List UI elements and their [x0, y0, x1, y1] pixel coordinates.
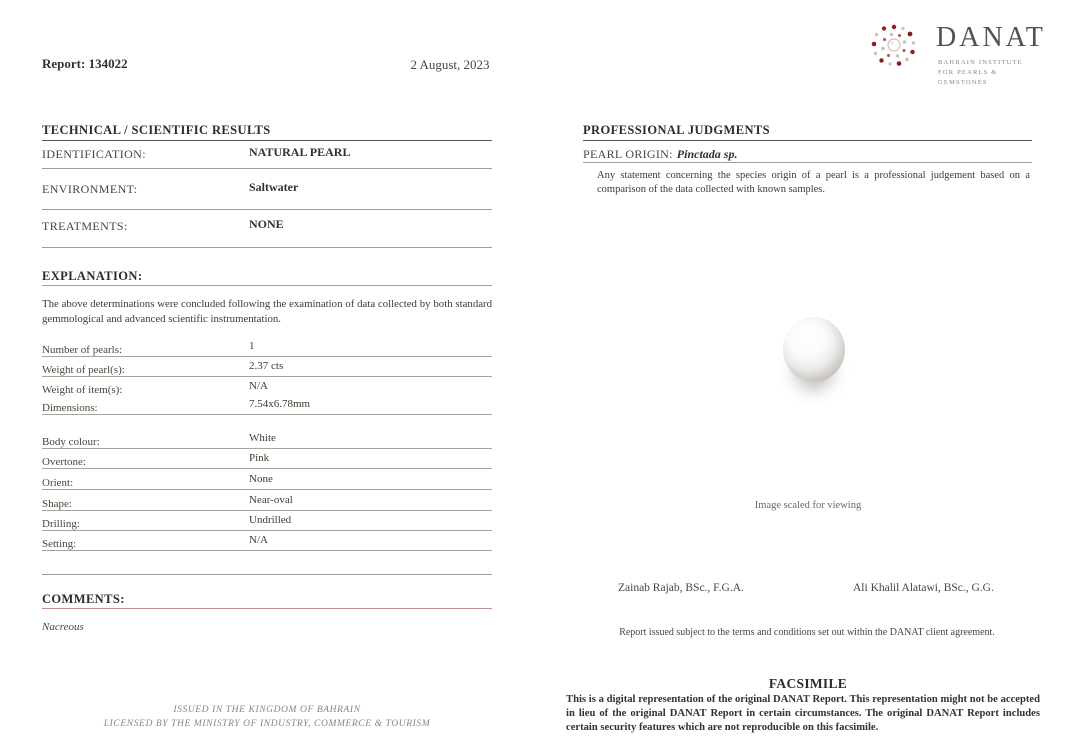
table-row [42, 494, 492, 511]
treatments-label: TREATMENTS: [42, 219, 128, 233]
detail-label: Shape: [42, 498, 72, 510]
origin-note: Any statement concerning the species origin of a pearl is a professional judgement based on a comparison of the data collected with known samples. [597, 170, 1030, 196]
table-row [42, 534, 492, 551]
detail-label: Orient: [42, 477, 74, 489]
comments-title-rule [42, 595, 492, 609]
detail-value: White [249, 432, 276, 444]
detail-label: Setting: [42, 538, 77, 550]
detail-value: Undrilled [249, 514, 292, 526]
table-row [42, 432, 492, 449]
identification-value: NATURAL PEARL [249, 145, 351, 159]
danat-tagline-line1: BAHRAIN INSTITUTE [938, 59, 1023, 66]
explanation-title-rule [42, 272, 492, 286]
table-row [42, 398, 492, 415]
technical-title-rule [42, 127, 492, 141]
detail-value: Near-oval [249, 494, 293, 506]
danat-wordmark: DANAT [936, 22, 1046, 53]
danat-logo-icon [862, 13, 926, 77]
comments-top-rule [42, 574, 492, 575]
detail-label: Number of pearls: [42, 344, 123, 356]
comments-title: COMMENTS: [42, 592, 125, 606]
issue-footer-line2: LICENSED BY THE MINISTRY OF INDUSTRY, COMMERCE & TOURISM [103, 718, 431, 729]
danat-tagline [938, 58, 1034, 87]
signature-left: Zainab Rajab, BSc., F.G.A. [618, 582, 744, 594]
report-date: 2 August, 2023 [410, 57, 490, 72]
image-caption: Image scaled for viewing [754, 500, 862, 511]
issue-footer [42, 704, 492, 732]
signature-right: Ali Khalil Alatawi, BSc., G.G. [853, 582, 994, 594]
pearl-origin-label: PEARL ORIGIN: [583, 147, 673, 161]
table-row [42, 360, 492, 377]
detail-value: N/A [249, 380, 268, 392]
comments-body: Nacreous [42, 621, 84, 633]
treatments-row [42, 217, 492, 248]
detail-value: 1 [249, 340, 255, 352]
detail-value: 7.54x6.78mm [249, 398, 311, 410]
detail-label: Dimensions: [42, 402, 98, 414]
detail-label: Drilling: [42, 518, 80, 530]
technical-results-title: TECHNICAL / SCIENTIFIC RESULTS [42, 123, 271, 137]
environment-row [42, 180, 492, 210]
detail-label: Weight of pearl(s): [42, 364, 125, 376]
detail-label: Body colour: [42, 436, 100, 448]
explanation-title: EXPLANATION: [42, 269, 143, 283]
detail-label: Weight of item(s): [42, 384, 123, 396]
judgments-title-rule [583, 127, 1032, 141]
table-row [42, 473, 492, 490]
facsimile-body: This is a digital representation of the original DANAT Report. This representation might not be accepted in lieu of the original DANAT Report in certain circumstances. The original DANAT Report includes certain security features which are not reproducible on this facsimile. [566, 694, 1040, 733]
detail-value: Pink [249, 452, 270, 464]
table-row [42, 380, 492, 397]
pearl-photo [783, 317, 845, 382]
detail-value: N/A [249, 534, 268, 546]
pearl-origin-row [583, 145, 1032, 163]
pearl-origin-value: Pinctada sp. [676, 147, 738, 161]
explanation-body: The above determinations were concluded following the examination of data collected by both standard gemmological and advanced scientific instrumentation. [42, 298, 492, 325]
issue-footer-line1: ISSUED IN THE KINGDOM OF BAHRAIN [173, 705, 361, 715]
environment-value: Saltwater [249, 180, 299, 194]
table-row [42, 340, 492, 357]
treatments-value: NONE [249, 217, 284, 231]
danat-tagline-line2: FOR PEARLS & GEMSTONES [938, 68, 998, 86]
detail-value: None [249, 473, 273, 485]
environment-label: ENVIRONMENT: [42, 182, 138, 196]
table-row [42, 514, 492, 531]
report-number: Report: 134022 [42, 56, 128, 71]
detail-value: 2.37 cts [249, 360, 284, 372]
detail-label: Overtone: [42, 456, 86, 468]
facsimile-title: FACSIMILE [768, 676, 848, 691]
terms-note: Report issued subject to the terms and conditions set out within the DANAT client agreement. [619, 627, 995, 638]
professional-judgments-title: PROFESSIONAL JUDGMENTS [583, 123, 770, 137]
identification-label: IDENTIFICATION: [42, 147, 146, 161]
table-row [42, 452, 492, 469]
identification-row [42, 145, 492, 169]
